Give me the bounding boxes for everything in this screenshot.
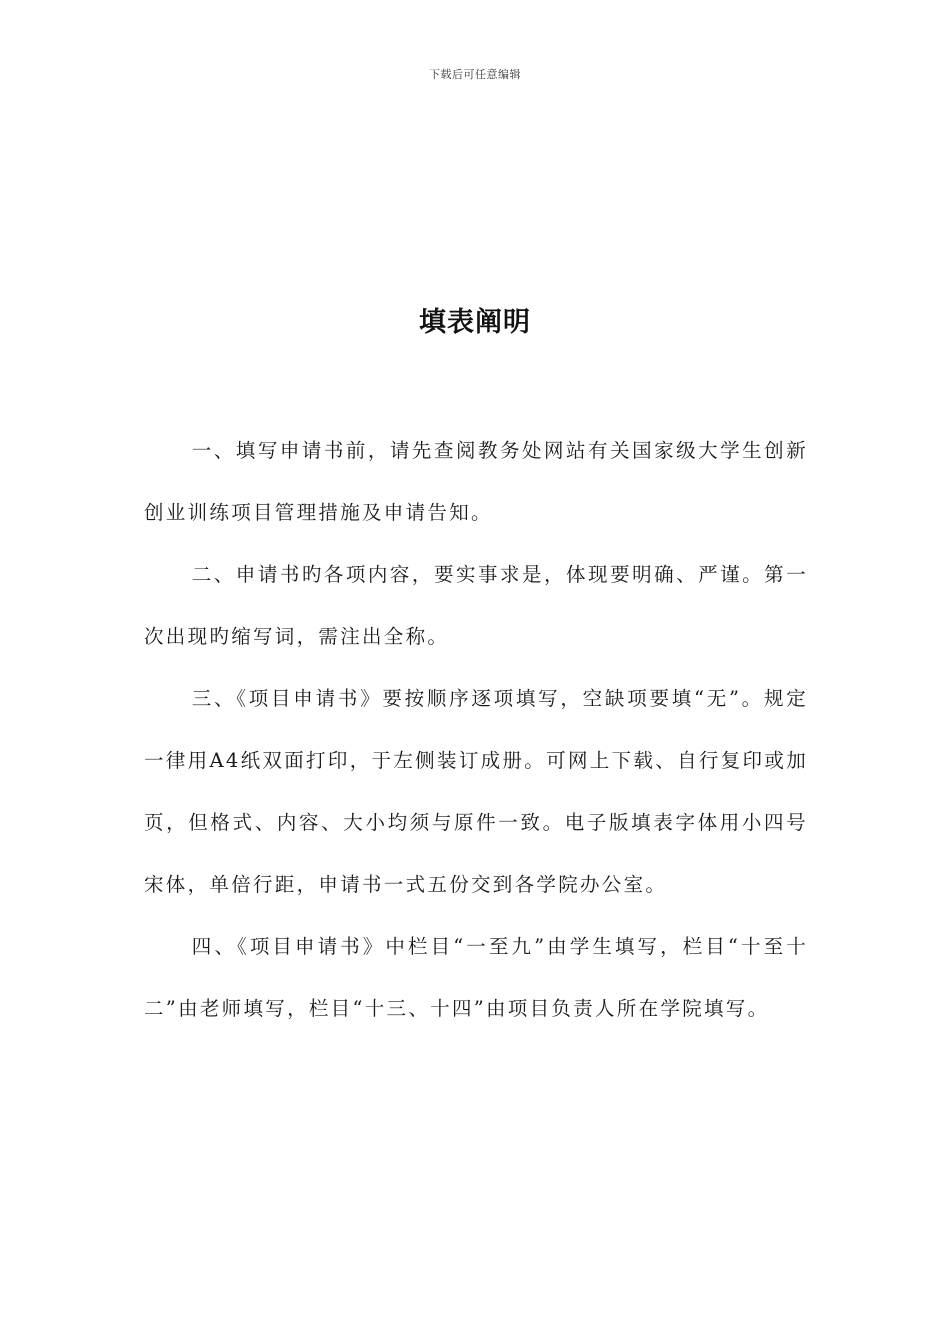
instructions-body: [144, 420, 808, 1040]
instruction-paragraph-2: 二、申请书旳各项内容，要实事求是，体现要明确、严谨。第一次出现旳缩写词，需注出全称。: [144, 563, 808, 648]
instruction-paragraph-4: 四、《项目申请书》中栏目“一至九”由学生填写，栏目“十至十二”由老师填写，栏目“十三、十四”由项目负责人所在学院填写。: [144, 935, 808, 1020]
instruction-paragraph-3: 三、《项目申请书》要按顺序逐项填写，空缺项要填“无”。规定一律用A4纸双面打印，于左侧装订成册。可网上下载、自行复印或加页，但格式、内容、大小均须与原件一致。电子版填表字体用小四号宋体，单倍行距，申请书一式五份交到各学院办公室。: [144, 687, 808, 896]
instruction-paragraph-1: 一、填写申请书前，请先查阅教务处网站有关国家级大学生创新创业训练项目管理措施及申请告知。: [144, 439, 808, 524]
page-header: 下载后可任意编辑: [429, 68, 521, 81]
document-title: 填表阐明: [419, 307, 531, 338]
